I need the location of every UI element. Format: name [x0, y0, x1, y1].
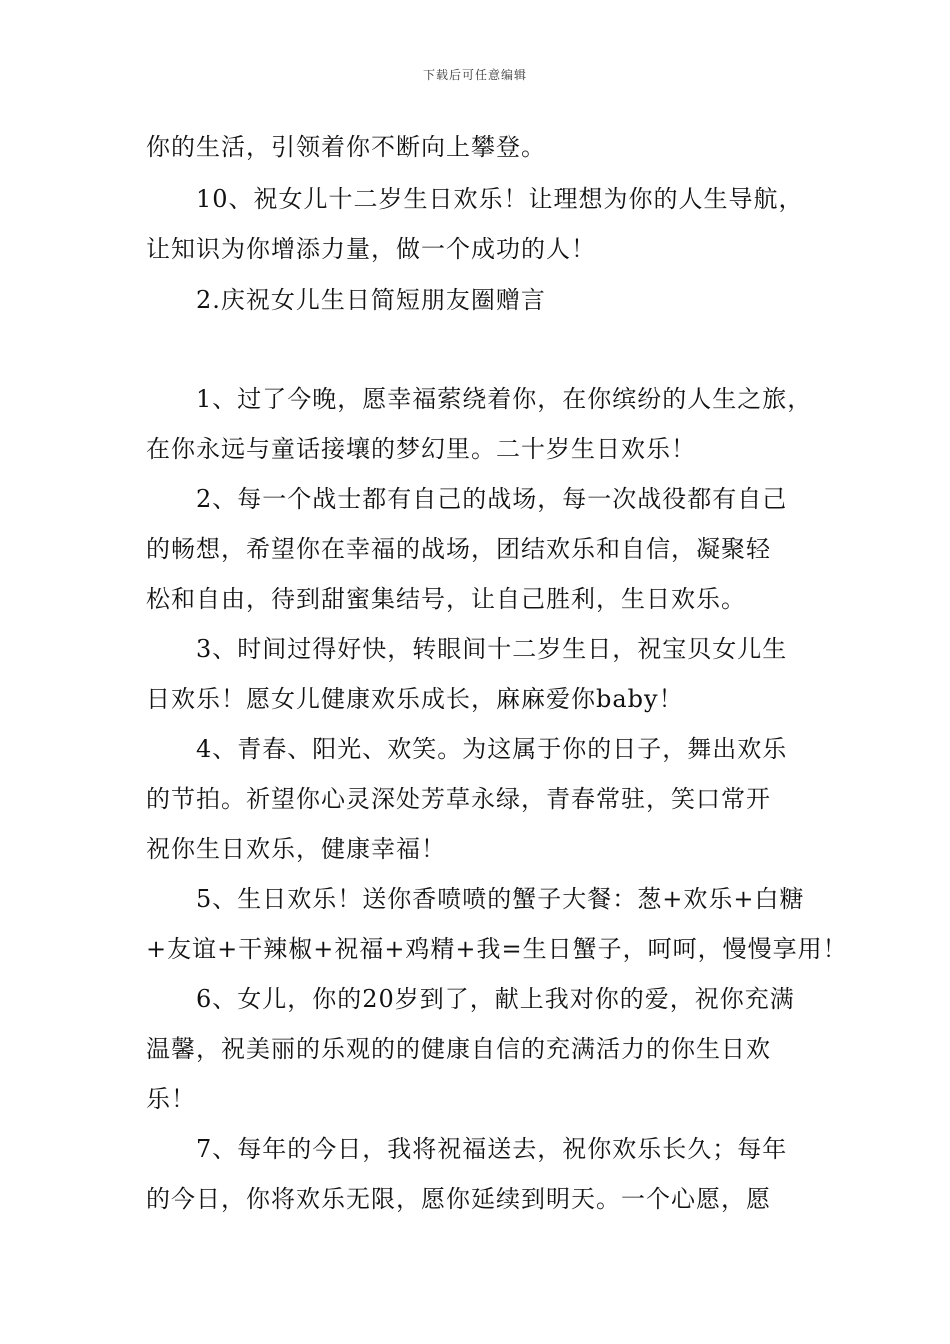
- text-line: 4、青春、阳光、欢笑。为这属于你的日子，舞出欢乐: [196, 735, 788, 763]
- text-line: 7、每年的今日，我将祝福送去，祝你欢乐长久；每年: [196, 1135, 788, 1163]
- page-header: 下载后可任意编辑: [422, 68, 527, 82]
- text-line: 的今日，你将欢乐无限，愿你延续到明天。一个心愿，愿: [146, 1185, 771, 1213]
- text-line: 的畅想，希望你在幸福的战场，团结欢乐和自信，凝聚轻: [146, 535, 771, 563]
- text-line: 日欢乐！愿女儿健康欢乐成长，麻麻爱你baby！: [146, 685, 684, 713]
- text-line: 你的生活，引领着你不断向上攀登。: [146, 133, 546, 161]
- text-line: 乐！: [146, 1085, 196, 1113]
- text-line: 3、时间过得好快，转眼间十二岁生日，祝宝贝女儿生: [196, 635, 788, 663]
- text-line: 在你永远与童话接壤的梦幻里。二十岁生日欢乐！: [146, 435, 696, 463]
- text-line: 10、祝女儿十二岁生日欢乐！让理想为你的人生导航，: [196, 185, 804, 213]
- text-line: 1、过了今晚，愿幸福萦绕着你，在你缤纷的人生之旅，: [196, 385, 813, 413]
- section-heading: 2.庆祝女儿生日简短朋友圈赠言: [196, 286, 546, 314]
- text-line: 6、女儿，你的20岁到了，献上我对你的爱，祝你充满: [196, 985, 795, 1013]
- text-line: 2、每一个战士都有自己的战场，每一次战役都有自己: [196, 485, 788, 513]
- text-line: 松和自由，待到甜蜜集结号，让自己胜利，生日欢乐。: [146, 585, 746, 613]
- text-line: 5、生日欢乐！送你香喷喷的蟹子大餐：葱+欢乐+白糖: [196, 885, 805, 913]
- text-line: 让知识为你增添力量，做一个成功的人！: [146, 235, 596, 263]
- text-line: 温馨，祝美丽的乐观的的健康自信的充满活力的你生日欢: [146, 1035, 771, 1063]
- text-line: 的节拍。祈望你心灵深处芳草永绿，青春常驻，笑口常开: [146, 785, 771, 813]
- text-line: 祝你生日欢乐，健康幸福！: [146, 835, 446, 863]
- text-line: +友谊+干辣椒+祝福+鸡精+我=生日蟹子，呵呵，慢慢享用！: [146, 935, 848, 963]
